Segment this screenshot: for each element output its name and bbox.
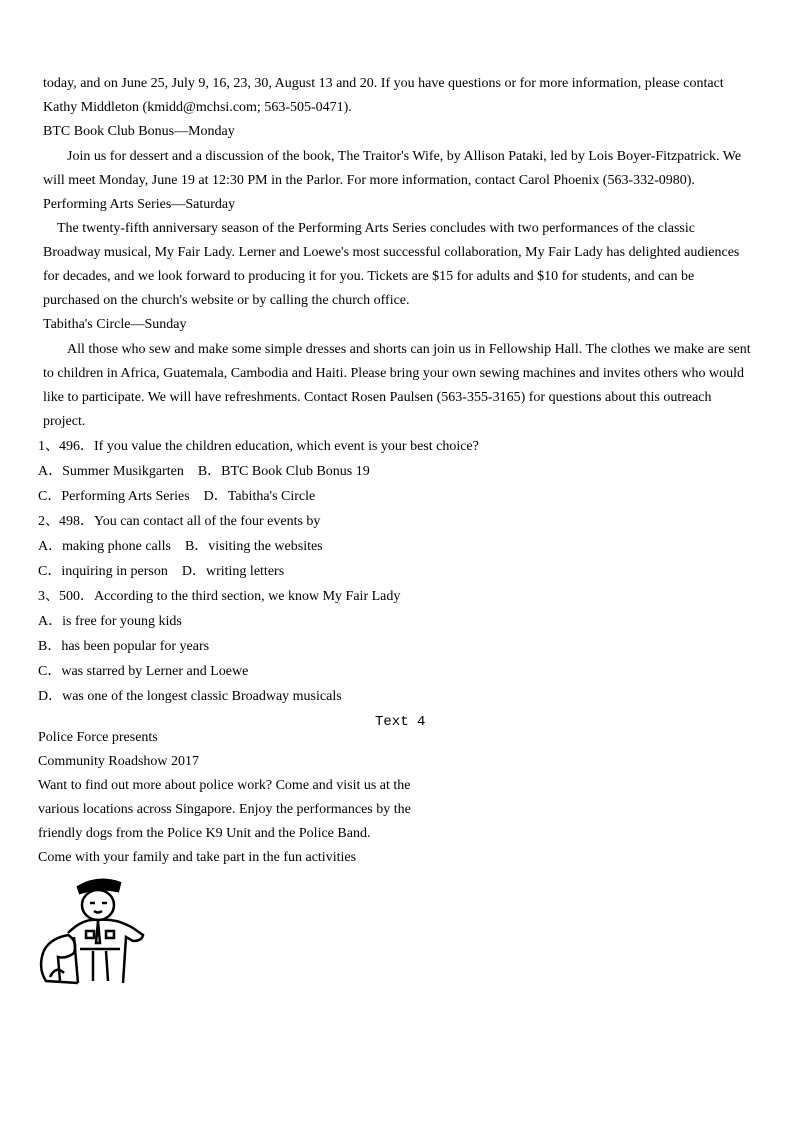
paragraph-line: like to participate. We will have refreshments. Contact Rosen Paulsen (563-355-3165) for questions about this outreach <box>43 390 712 405</box>
paragraph-line: to children in Africa, Guatemala, Cambodia and Haiti. Please bring your own sewing machines and invites others who would <box>43 366 745 381</box>
policeman-with-dog-illustration <box>38 873 158 985</box>
paragraph-line: Kathy Middleton (kmidd@mchsi.com; 563-505-0471). <box>43 100 352 115</box>
paragraph-line: All those who sew and make some simple dresses and shorts can join us in Fellowship Hall. The clothes we make are sent <box>67 342 751 357</box>
event-heading: BTC Book Club Bonus—Monday <box>43 124 235 139</box>
paragraph-line: friendly dogs from the Police K9 Unit and the Police Band. <box>38 826 371 841</box>
section-heading: Text 4 <box>375 714 426 730</box>
paragraph-line: Community Roadshow 2017 <box>38 754 200 769</box>
question-stem: 3、500．According to the third section, we know My Fair Lady <box>38 589 401 604</box>
question-option: B．has been popular for years <box>38 639 210 654</box>
event-heading: Performing Arts Series—Saturday <box>43 197 236 212</box>
paragraph-line: Police Force presents <box>38 730 158 745</box>
question-stem: 1、496．If you value the children education, which event is your best choice? <box>38 439 479 454</box>
paragraph-line: Broadway musical, My Fair Lady. Lerner and Loewe's most successful collaboration, My Fair Lady has delighted audiences <box>43 245 740 260</box>
event-heading: Tabitha's Circle—Sunday <box>43 317 187 332</box>
paragraph-line: project. <box>43 414 86 429</box>
question-option: C．Performing Arts Series D．Tabitha's Circle <box>38 489 316 504</box>
question-option: C．inquiring in person D．writing letters <box>38 564 285 579</box>
question-stem: 2、498．You can contact all of the four events by <box>38 514 321 529</box>
paragraph-line: Come with your family and take part in the fun activities <box>38 850 357 865</box>
question-option: A．making phone calls B．visiting the websites <box>38 539 323 554</box>
question-option: C．was starred by Lerner and Loewe <box>38 664 249 679</box>
question-option: D．was one of the longest classic Broadway musicals <box>38 689 342 704</box>
paragraph-line: purchased on the church's website or by calling the church office. <box>43 293 410 308</box>
paragraph-line: today, and on June 25, July 9, 16, 23, 30, August 13 and 20. If you have questions or for more information, please contact <box>43 76 724 91</box>
paragraph-line: Join us for dessert and a discussion of the book, The Traitor's Wife, by Allison Pataki, led by Lois Boyer-Fitzpatrick. We <box>67 149 742 164</box>
paragraph-line: for decades, and we look forward to producing it for you. Tickets are $15 for adults and $10 for students, and can be <box>43 269 695 284</box>
paragraph-line: will meet Monday, June 19 at 12:30 PM in the Parlor. For more information, contact Carol Phoenix (563-332-0980). <box>43 173 695 188</box>
paragraph-line: Want to find out more about police work? Come and visit us at the <box>38 778 411 793</box>
paragraph-line: The twenty-fifth anniversary season of the Performing Arts Series concludes with two performances of the classic <box>57 221 695 236</box>
paragraph-line: various locations across Singapore. Enjoy the performances by the <box>38 802 411 817</box>
question-option: A．is free for young kids <box>38 614 182 629</box>
question-option: A．Summer Musikgarten B．BTC Book Club Bonus 19 <box>38 464 370 479</box>
